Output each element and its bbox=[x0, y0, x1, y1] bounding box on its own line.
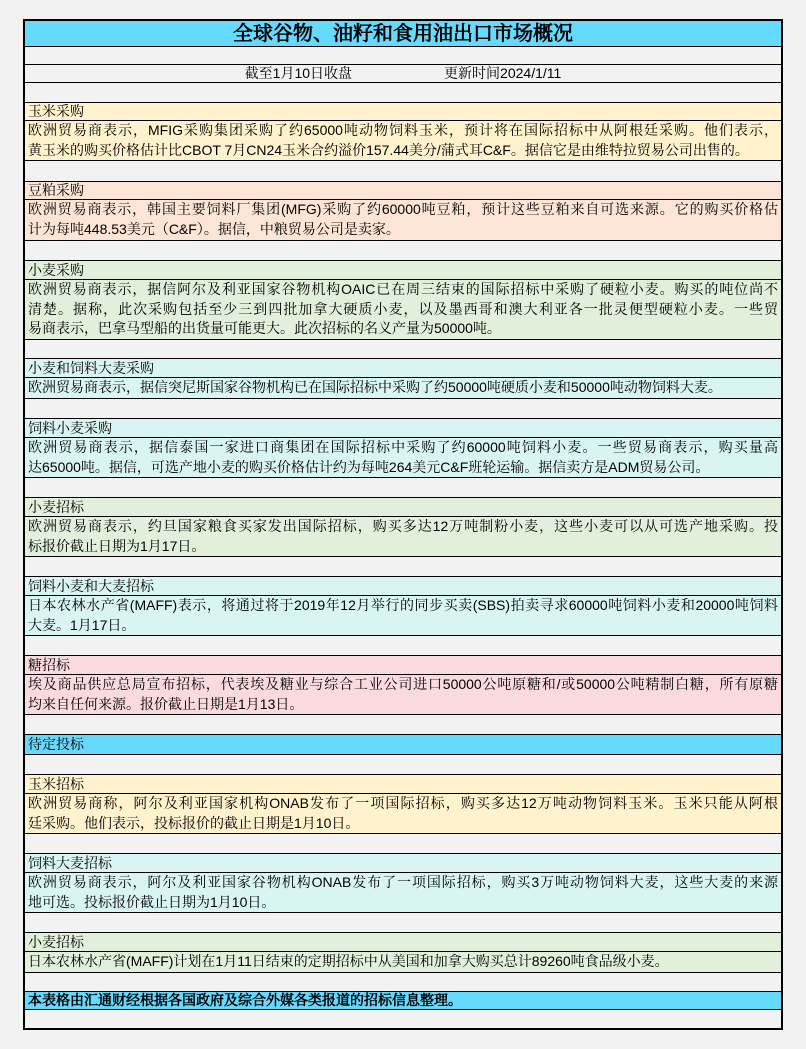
blank-row bbox=[25, 83, 781, 103]
section-body-corn-tender bbox=[25, 794, 781, 834]
blank-row bbox=[25, 557, 781, 577]
body-line: 欧洲贸易商表示，据信突尼斯国家谷物机构已在国际招标中采购了约50000吨硬质小麦和50000吨动物饲料大麦。 bbox=[28, 379, 722, 395]
body-line: 计为每吨448.53美元（C&F）。据信，中粮贸易公司是卖家。 bbox=[28, 220, 400, 237]
body-line: 易商表示，巴拿马型船的出货量可能更大。此次招标的名义产量为50000吨。 bbox=[28, 320, 501, 336]
section-body-feed-barley-tender bbox=[25, 873, 781, 913]
blank-row bbox=[25, 715, 781, 735]
section-body-wheat-barley-purchase bbox=[25, 378, 781, 399]
blank-row bbox=[25, 399, 781, 419]
body-line: 埃及商品供应总局宣布招标，代表埃及糖业与综合工业公司进口50000公吨原糖和/或50000公吨精制白糖，所有原糖 bbox=[28, 676, 778, 692]
section-body-feed-wheat-barley-tender bbox=[25, 596, 781, 636]
section-header-wheat-tender-pending: 小麦招标 bbox=[25, 933, 781, 952]
blank-row bbox=[25, 973, 781, 992]
date-row bbox=[25, 65, 781, 83]
page-title: 全球谷物、油籽和食用油出口市场概况 bbox=[25, 21, 781, 47]
body-line: 欧洲贸易商表示，阿尔及利亚国家谷物机构ONAB发布了一项国际招标，购买3万吨动物饲料大麦，这些大麦的来源 bbox=[28, 874, 778, 890]
section-header-wheat-barley-purchase: 小麦和饲料大麦采购 bbox=[25, 359, 781, 378]
footer-note: 本表格由汇通财经根据各国政府及综合外媒各类报道的招标信息整理。 bbox=[25, 992, 781, 1010]
blank-row bbox=[25, 1010, 781, 1028]
blank-row bbox=[25, 834, 781, 854]
body-line: 日本农林水产省(MAFF)表示，将通过将于2019年12月举行的同步买卖(SBS)拍卖寻求60000吨饲料小麦和20000吨饲料 bbox=[28, 597, 778, 613]
body-line: 地可选。投标报价截止日期为1月10日。 bbox=[28, 893, 276, 910]
body-line: 廷采购。他们表示，投标报价的截止日期是1月10日。 bbox=[28, 814, 360, 831]
section-header-feed-barley-tender: 饲料大麦招标 bbox=[25, 854, 781, 873]
body-line: 欧洲贸易商表示，韩国主要饲料厂集团(MFG)采购了约60000吨豆粕，预计这些豆粕来自可选来源。它的购买价格估 bbox=[28, 201, 778, 217]
body-line: 清楚。据称，此次采购包括至少三到四批加拿大硬质小麦，以及墨西哥和澳大利亚各一批灵便型硬粒小麦。一些贸 bbox=[28, 300, 778, 317]
section-body-feed-wheat-purchase bbox=[25, 438, 781, 478]
section-body-sugar-tender bbox=[25, 675, 781, 715]
body-line: 欧洲贸易商表示，据信阿尔及利亚国家谷物机构OAIC已在周三结束的国际招标中采购了硬粒小麦。购买的吨位尚不 bbox=[28, 281, 778, 297]
body-line: 黄玉米的购买价格估计比CBOT 7月CN24玉米合约溢价157.44美分/蒲式耳C&F。据信它是由维特拉贸易公司出售的。 bbox=[28, 141, 749, 158]
section-header-soymeal-purchase: 豆粕采购 bbox=[25, 182, 781, 200]
section-body-wheat-tender-pending bbox=[25, 952, 781, 973]
section-header-sugar-tender: 糖招标 bbox=[25, 656, 781, 675]
section-header-feed-wheat-purchase: 饲料小麦采购 bbox=[25, 419, 781, 438]
section-body-wheat-tender bbox=[25, 517, 781, 557]
blank-row bbox=[25, 478, 781, 498]
body-line: 欧洲贸易商表示，MFIG采购集团采购了约65000吨动物饲料玉米，预计将在国际招标中从阿根廷采购。他们表示， bbox=[28, 122, 778, 138]
section-header-wheat-purchase: 小麦采购 bbox=[25, 261, 781, 280]
body-line: 达65000吨。据信，可选产地小麦的购买价格估计约为每吨264美元C&F班轮运输。据信卖方是ADM贸易公司。 bbox=[28, 458, 710, 475]
body-line: 欧洲贸易商表示，约旦国家粮食买家发出国际招标，购买多达12万吨制粉小麦，这些小麦可以从可选产地采购。投 bbox=[28, 518, 778, 534]
body-line: 大麦。1月17日。 bbox=[28, 616, 136, 633]
section-body-corn-purchase bbox=[25, 121, 781, 161]
section-header-corn-purchase: 玉米采购 bbox=[25, 103, 781, 121]
close-date-label: 截至1月10日收盘 bbox=[244, 65, 353, 81]
blank-row bbox=[25, 161, 781, 182]
blank-row bbox=[25, 636, 781, 656]
body-line: 欧洲贸易商表示，据信泰国一家进口商集团在国际招标中采购了约60000吨饲料小麦。一些贸易商表示，购买量高 bbox=[28, 439, 778, 455]
section-header-feed-wheat-barley-tender: 饲料小麦和大麦招标 bbox=[25, 577, 781, 596]
update-time-label: 更新时间2024/1/11 bbox=[444, 65, 562, 81]
body-line: 标报价截止日期为1月17日。 bbox=[28, 537, 206, 554]
market-overview-sheet bbox=[23, 19, 783, 1030]
section-header-wheat-tender: 小麦招标 bbox=[25, 498, 781, 517]
body-line: 欧洲贸易商称，阿尔及利亚国家机构ONAB发布了一项国际招标，购买多达12万吨动物饲料玉米。玉米只能从阿根 bbox=[28, 795, 778, 811]
blank-row bbox=[25, 913, 781, 933]
section-header-corn-tender: 玉米招标 bbox=[25, 775, 781, 794]
blank-row bbox=[25, 340, 781, 359]
blank-row bbox=[25, 47, 781, 65]
section-body-wheat-purchase bbox=[25, 280, 781, 340]
body-line: 均来自任何来源。报价截止日期是1月13日。 bbox=[28, 695, 304, 712]
pending-tenders-header: 待定投标 bbox=[25, 735, 781, 755]
section-body-soymeal-purchase bbox=[25, 200, 781, 241]
blank-row bbox=[25, 241, 781, 261]
blank-row bbox=[25, 755, 781, 775]
body-line: 日本农林水产省(MAFF)计划在1月11日结束的定期招标中从美国和加拿大购买总计89260吨食品级小麦。 bbox=[28, 953, 669, 969]
